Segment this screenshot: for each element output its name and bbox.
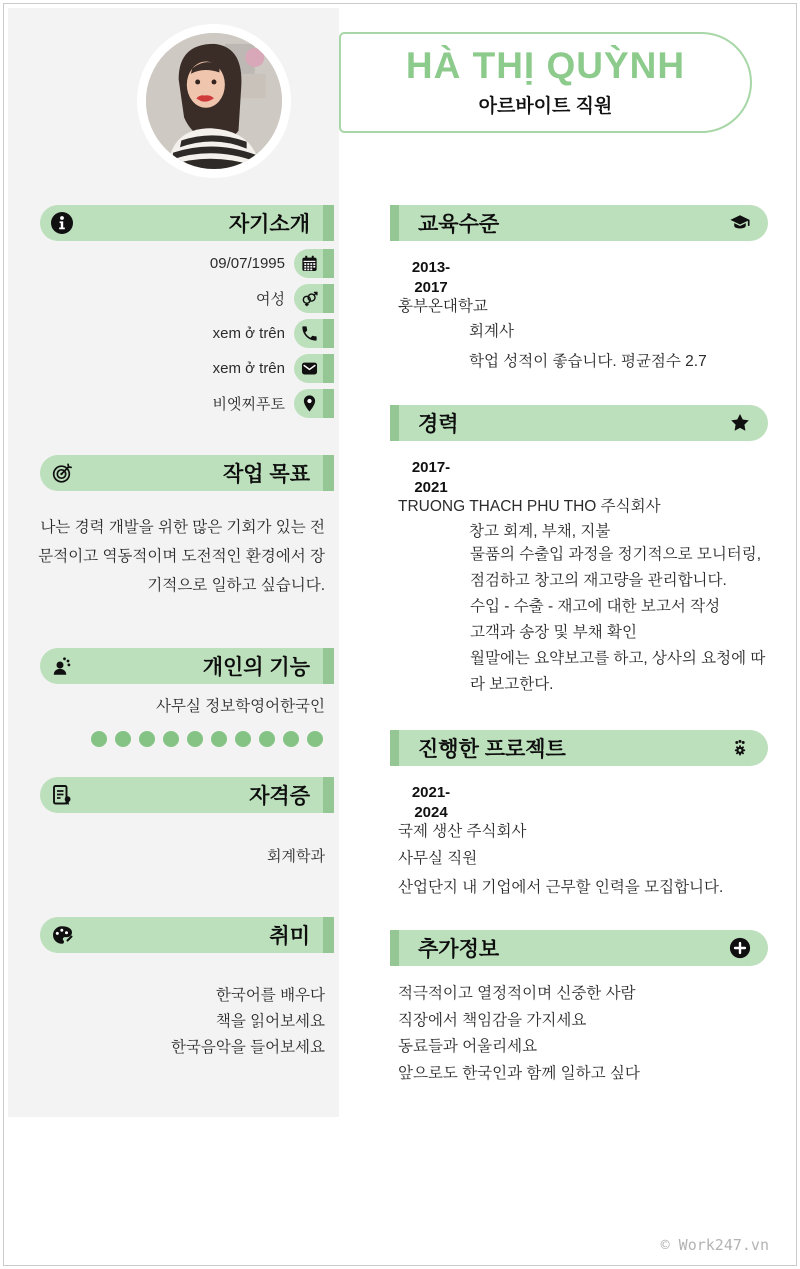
section-header-hobbies bbox=[40, 917, 334, 953]
location-icon bbox=[294, 389, 334, 418]
section-title-hobbies: 취미 bbox=[269, 925, 310, 948]
additional-info-list bbox=[398, 981, 770, 1087]
profile-photo-image bbox=[146, 33, 282, 169]
period-to: 2021 bbox=[414, 479, 448, 496]
projects-period bbox=[400, 783, 462, 823]
skill-dot bbox=[235, 731, 251, 747]
skills-text: 사무실 정보학영어한국인 bbox=[155, 698, 325, 715]
period-from: 2013- bbox=[411, 259, 451, 276]
section-header-skills bbox=[40, 648, 334, 684]
section-title-projects: 진행한 프로젝트 bbox=[418, 738, 566, 761]
plus-circle-icon bbox=[729, 937, 751, 959]
section-header-additional bbox=[390, 930, 768, 966]
career-period bbox=[400, 458, 462, 498]
career-duty: 물품의 수출입 과정을 정기적으로 모니터링, 점검하고 창고의 재고량을 관리합니다. bbox=[470, 546, 762, 589]
skill-dot bbox=[187, 731, 203, 747]
career-duty: 수입 - 수출 - 재고에 대한 보고서 작성 bbox=[470, 598, 721, 615]
contact-row-location bbox=[8, 389, 334, 418]
section-header-education bbox=[390, 205, 768, 241]
section-title-objective: 작업 목표 bbox=[223, 463, 310, 486]
contact-row-phone bbox=[8, 319, 334, 348]
gear-icon bbox=[729, 737, 751, 759]
certificate-text: 회계학과 bbox=[267, 848, 325, 865]
email-value: xem ở trên bbox=[212, 360, 285, 377]
skill-dots bbox=[36, 731, 323, 747]
name-box bbox=[339, 32, 752, 133]
additional-info-item: 직장에서 책임감을 가지세요 bbox=[398, 1011, 587, 1029]
section-header-certificates bbox=[40, 777, 334, 813]
people-icon bbox=[50, 654, 74, 678]
contact-list bbox=[8, 249, 334, 424]
star-icon bbox=[729, 412, 751, 434]
contact-row-gender bbox=[8, 284, 334, 313]
education-note: 학업 성적이 좋습니다. 평균점수 2.7 bbox=[469, 353, 707, 370]
section-header-about bbox=[40, 205, 334, 241]
hobbies-list bbox=[36, 983, 325, 1061]
section-title-certificates: 자격증 bbox=[249, 785, 310, 808]
section-title-about: 자기소개 bbox=[228, 213, 310, 236]
career-duties bbox=[470, 542, 769, 698]
watermark: © Work247.vn bbox=[660, 1236, 769, 1254]
section-title-career: 경력 bbox=[418, 413, 459, 436]
section-title-skills: 개인의 기능 bbox=[202, 656, 310, 679]
profile-photo bbox=[137, 24, 291, 178]
career-company: TRUONG THACH PHU THO 주식회사 bbox=[398, 498, 661, 515]
additional-info-item: 앞으로도 한국인과 함께 일하고 싶다 bbox=[398, 1064, 640, 1082]
gender-value: 여성 bbox=[256, 291, 285, 308]
birthdate-value: 09/07/1995 bbox=[209, 255, 285, 272]
skill-dot bbox=[259, 731, 275, 747]
certificate-icon bbox=[50, 783, 74, 807]
skill-dot bbox=[211, 731, 227, 747]
project-description: 산업단지 내 기업에서 근무할 인력을 모집합니다. bbox=[398, 879, 724, 896]
hobby-item: 한국음악을 들어보세요 bbox=[170, 1039, 325, 1056]
phone-value: xem ở trên bbox=[212, 325, 285, 342]
period-from: 2021- bbox=[411, 784, 451, 801]
project-role: 사무실 직원 bbox=[398, 850, 478, 867]
phone-icon bbox=[294, 319, 334, 348]
gender-icon bbox=[294, 284, 334, 313]
contact-row-email bbox=[8, 354, 334, 383]
hobby-item: 책을 읽어보세요 bbox=[215, 1013, 325, 1030]
envelope-icon bbox=[294, 354, 334, 383]
education-major: 회계사 bbox=[469, 323, 514, 340]
project-company: 국제 생산 주식회사 bbox=[398, 823, 527, 840]
target-icon bbox=[50, 461, 74, 485]
skill-dot bbox=[307, 731, 323, 747]
education-period bbox=[400, 258, 462, 298]
skill-dot bbox=[115, 731, 131, 747]
skill-dot bbox=[139, 731, 155, 747]
career-duty: 고객과 송장 및 부채 확인 bbox=[470, 624, 637, 641]
palette-icon bbox=[50, 923, 74, 947]
calendar-icon bbox=[294, 249, 334, 278]
career-role: 창고 회계, 부채, 지불 bbox=[469, 523, 611, 540]
location-value: 비엣찌푸토 bbox=[212, 396, 285, 413]
section-title-education: 교육수준 bbox=[418, 213, 500, 236]
info-icon bbox=[50, 211, 74, 235]
additional-info-item: 적극적이고 열정적이며 신중한 사람 bbox=[398, 985, 636, 1002]
period-to: 2017 bbox=[414, 279, 448, 296]
skill-dot bbox=[283, 731, 299, 747]
career-duty: 월말에는 요약보고를 하고, 상사의 요청에 따라 보고한다. bbox=[470, 650, 766, 693]
period-to: 2024 bbox=[414, 804, 448, 821]
skill-dot bbox=[163, 731, 179, 747]
contact-row-birthdate bbox=[8, 249, 334, 278]
hobby-item: 한국어를 배우다 bbox=[215, 987, 325, 1004]
skill-dot bbox=[91, 731, 107, 747]
job-title: 아르바이트 직원 bbox=[478, 96, 613, 117]
graduation-cap-icon bbox=[729, 212, 751, 234]
section-header-objective bbox=[40, 455, 334, 491]
objective-text: 나는 경력 개발을 위한 많은 기회가 있는 전문적이고 역동적이며 도전적인 환경에서 장기적으로 일하고 싶습니다. bbox=[38, 519, 325, 594]
section-title-additional: 추가정보 bbox=[418, 938, 500, 961]
period-from: 2017- bbox=[411, 459, 451, 476]
education-school: 훙부온대학교 bbox=[398, 298, 488, 315]
additional-info-item: 동료들과 어울리세요 bbox=[398, 1038, 538, 1055]
candidate-name: HÀ THỊ QUỲNH bbox=[405, 45, 686, 86]
section-header-projects bbox=[390, 730, 768, 766]
section-header-career bbox=[390, 405, 768, 441]
